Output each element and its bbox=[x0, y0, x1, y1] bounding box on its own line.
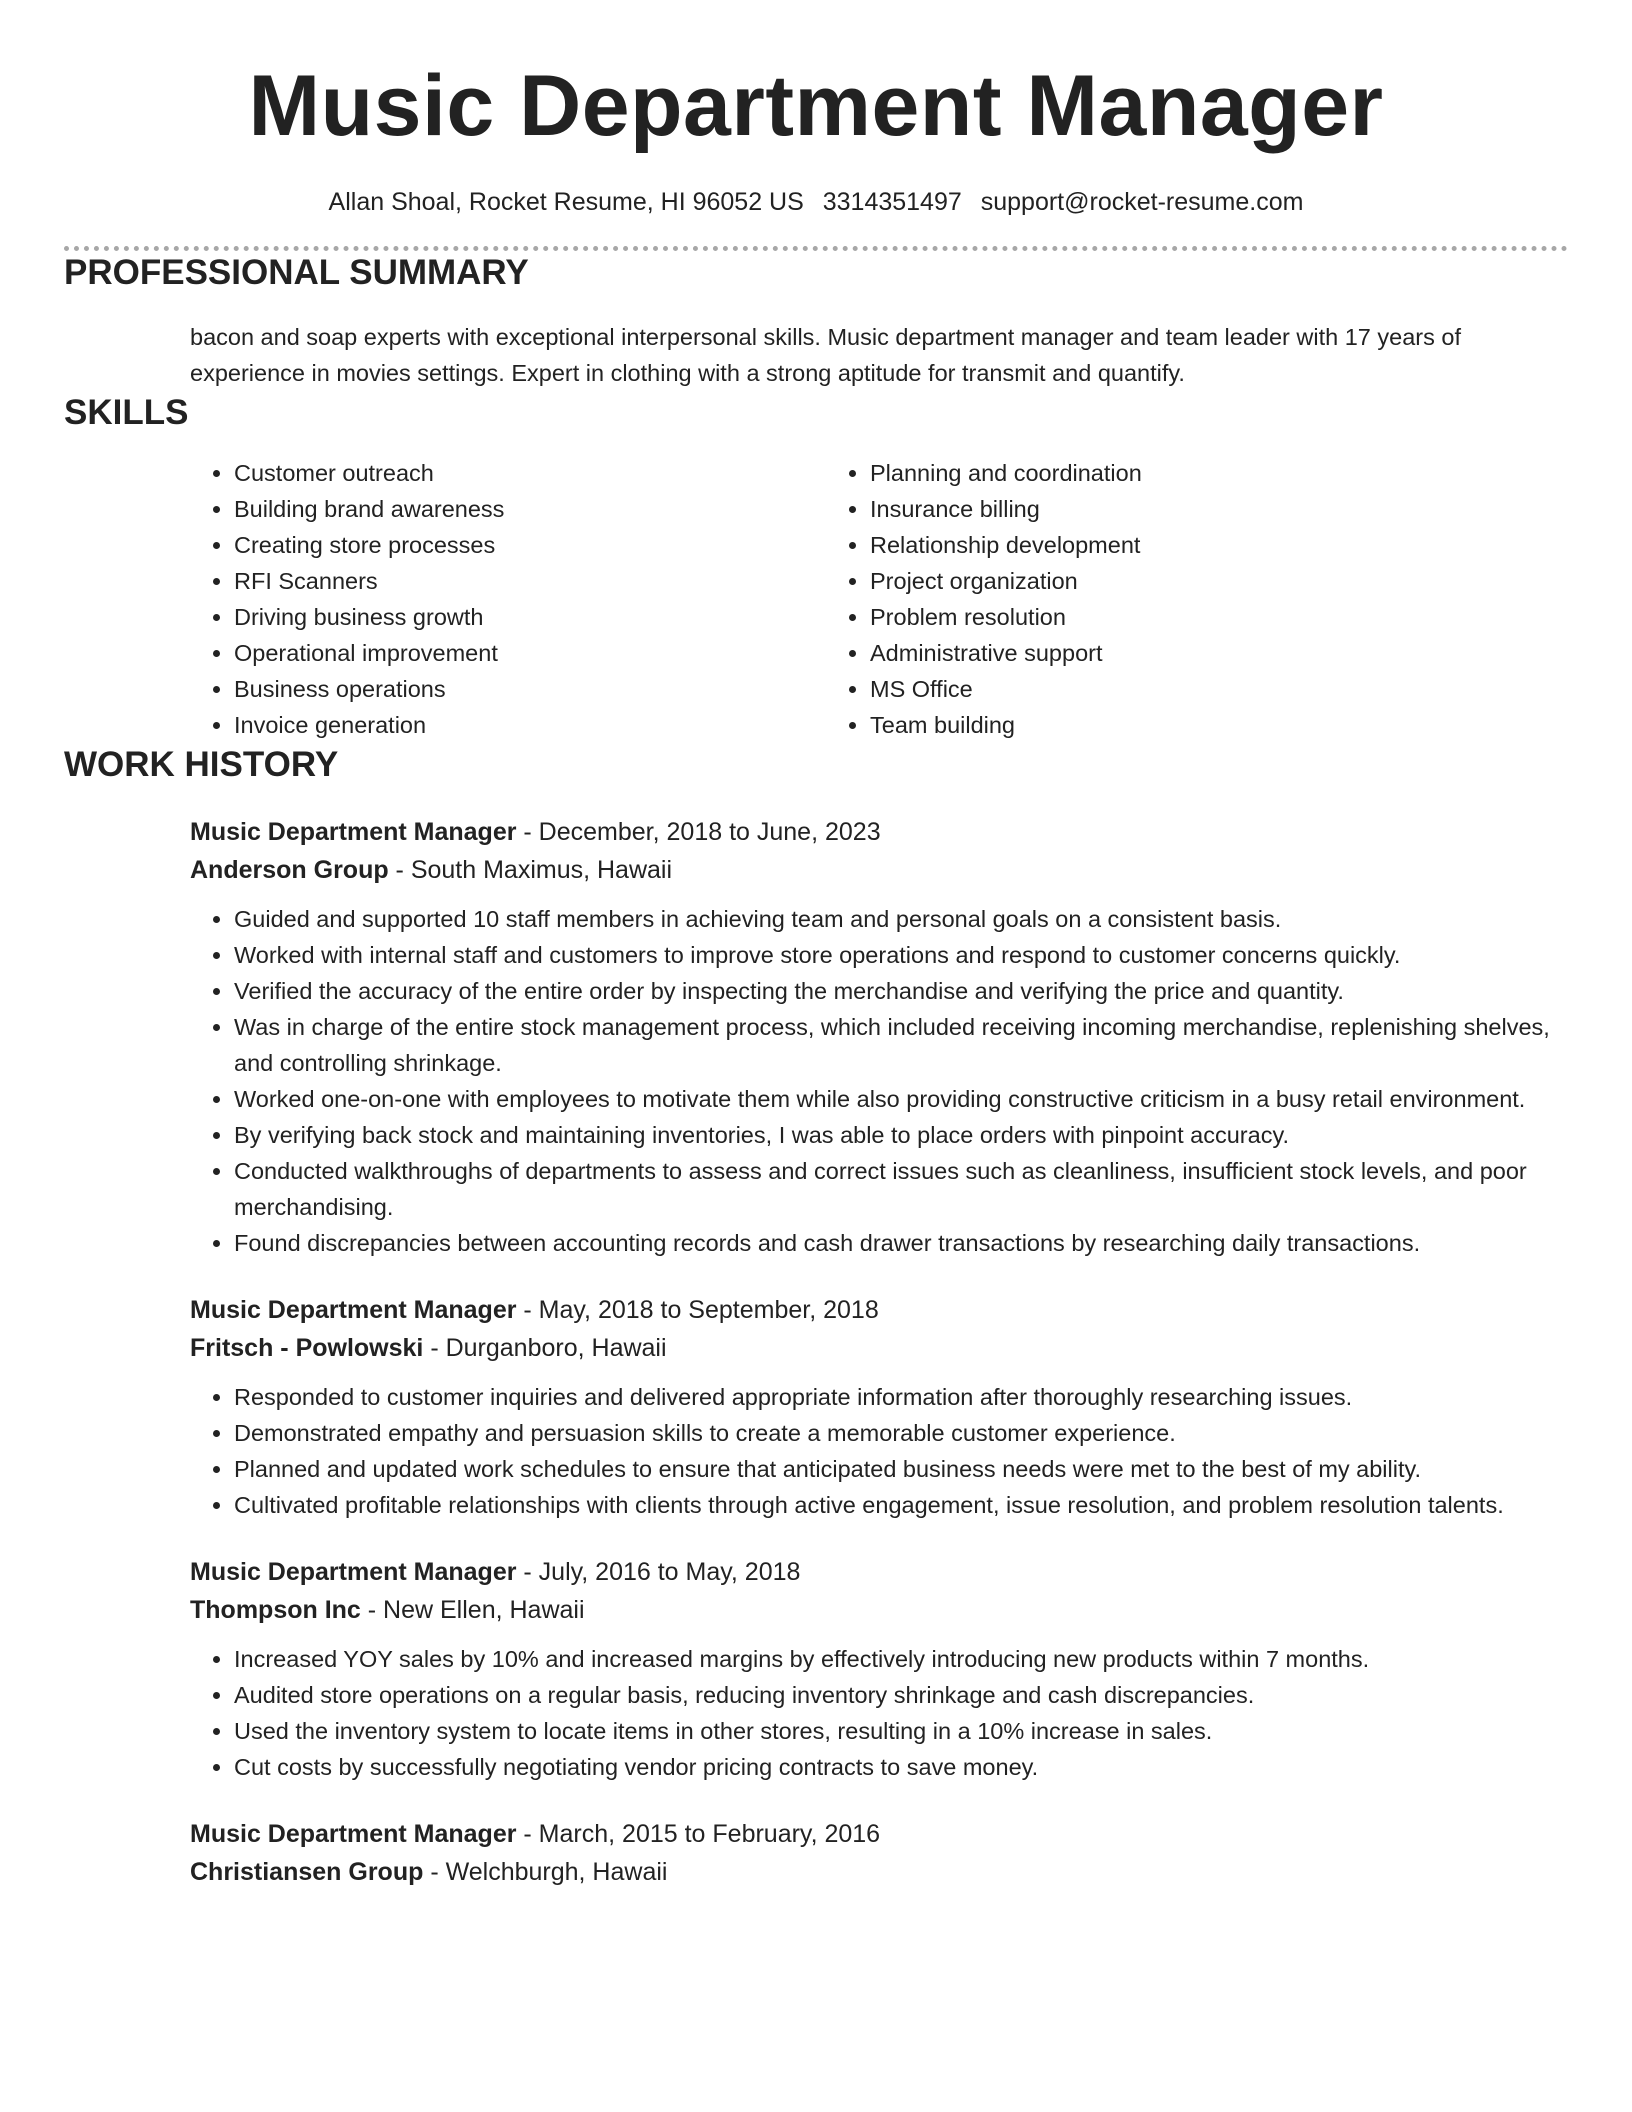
skills-column-left bbox=[190, 455, 826, 743]
skill-item: • Driving business growth bbox=[234, 599, 826, 635]
job-bullet: • Conducted walkthroughs of departments to assess and correct issues such as cleanliness, insufficient stock levels, and poor merchandising. bbox=[234, 1153, 1568, 1225]
job-bullet: • Cut costs by successfully negotiating vendor pricing contracts to save money. bbox=[234, 1749, 1568, 1785]
job-bullet: • Audited store operations on a regular basis, reducing inventory shrinkage and cash discrepancies. bbox=[234, 1677, 1568, 1713]
job-bullet: • Found discrepancies between accounting records and cash drawer transactions by researching daily transactions. bbox=[234, 1225, 1568, 1261]
job-company-line bbox=[190, 1329, 1568, 1367]
job-company: Anderson Group bbox=[190, 856, 389, 884]
skill-item: • Creating store processes bbox=[234, 527, 826, 563]
skill-item: • Administrative support bbox=[870, 635, 1142, 671]
skill-item: • Project organization bbox=[870, 563, 1142, 599]
job-bullets bbox=[190, 1379, 1568, 1523]
job-bullet: • Worked with internal staff and customers to improve store operations and respond to customer concerns quickly. bbox=[234, 937, 1568, 973]
job-company-line bbox=[190, 851, 1568, 889]
job-dates: - March, 2015 to February, 2016 bbox=[516, 1820, 881, 1848]
summary-heading: PROFESSIONAL SUMMARY bbox=[64, 253, 529, 292]
skills-column-right bbox=[826, 455, 1142, 743]
resume-name: Music Department Manager bbox=[248, 58, 1384, 154]
job-bullet: • Responded to customer inquiries and delivered appropriate information after thoroughly researching issues. bbox=[234, 1379, 1568, 1415]
job-title: Music Department Manager bbox=[190, 818, 517, 846]
contact-address: Allan Shoal, Rocket Resume, HI 96052 US bbox=[328, 188, 804, 216]
job-entry bbox=[190, 813, 1568, 1261]
skill-item: • RFI Scanners bbox=[234, 563, 826, 599]
skill-item: • Problem resolution bbox=[870, 599, 1142, 635]
job-title-line bbox=[190, 813, 1568, 851]
job-title-line bbox=[190, 1553, 1568, 1591]
skill-item: • Team building bbox=[870, 707, 1142, 743]
job-location: - Welchburgh, Hawaii bbox=[423, 1858, 668, 1886]
job-title-line bbox=[190, 1815, 1568, 1853]
job-bullet: • Guided and supported 10 staff members in achieving team and personal goals on a consistent basis. bbox=[234, 901, 1568, 937]
skill-item: • MS Office bbox=[870, 671, 1142, 707]
contact-phone: 3314351497 bbox=[822, 188, 962, 216]
job-bullets bbox=[190, 901, 1568, 1261]
job-bullet: • Demonstrated empathy and persuasion skills to create a memorable customer experience. bbox=[234, 1415, 1568, 1451]
job-location: - Durganboro, Hawaii bbox=[423, 1334, 667, 1362]
job-company: Fritsch - Powlowski bbox=[190, 1334, 424, 1362]
job-title-line bbox=[190, 1291, 1568, 1329]
job-entry bbox=[190, 1291, 1568, 1523]
contact-line bbox=[64, 186, 1568, 218]
job-company-line bbox=[190, 1591, 1568, 1629]
job-bullet: • Cultivated profitable relationships with clients through active engagement, issue resolution, and problem resolution talents. bbox=[234, 1487, 1568, 1523]
skill-item: • Business operations bbox=[234, 671, 826, 707]
skill-item: • Insurance billing bbox=[870, 491, 1142, 527]
job-title: Music Department Manager bbox=[190, 1296, 517, 1324]
summary-text: bacon and soap experts with exceptional interpersonal skills. Music department manager and team leader with 17 years of experience in movies settings. Expert in clothing with a strong aptitude for transmit and quantify. bbox=[190, 324, 1461, 386]
skills-list bbox=[190, 455, 1568, 743]
job-title: Music Department Manager bbox=[190, 1558, 517, 1586]
job-bullet: • Planned and updated work schedules to ensure that anticipated business needs were met to the best of my ability. bbox=[234, 1451, 1568, 1487]
skill-item: • Relationship development bbox=[870, 527, 1142, 563]
skill-item: • Invoice generation bbox=[234, 707, 826, 743]
job-dates: - December, 2018 to June, 2023 bbox=[516, 818, 881, 846]
job-bullet: • Worked one-on-one with employees to motivate them while also providing constructive criticism in a busy retail environment. bbox=[234, 1081, 1568, 1117]
job-company: Thompson Inc bbox=[190, 1596, 361, 1624]
job-bullets bbox=[190, 1641, 1568, 1785]
job-title: Music Department Manager bbox=[190, 1820, 517, 1848]
job-bullet: • By verifying back stock and maintaining inventories, I was able to place orders with pinpoint accuracy. bbox=[234, 1117, 1568, 1153]
job-location: - New Ellen, Hawaii bbox=[360, 1596, 585, 1624]
contact-email: support@rocket-resume.com bbox=[980, 188, 1304, 216]
job-company-line bbox=[190, 1853, 1568, 1891]
job-entry bbox=[190, 1815, 1568, 1891]
skill-item: • Planning and coordination bbox=[870, 455, 1142, 491]
skill-item: • Customer outreach bbox=[234, 455, 826, 491]
job-bullet: • Was in charge of the entire stock management process, which included receiving incoming merchandise, replenishing shelves, and controlling shrinkage. bbox=[234, 1009, 1568, 1081]
skills-heading: SKILLS bbox=[64, 393, 189, 432]
skill-item: • Building brand awareness bbox=[234, 491, 826, 527]
job-bullet: • Used the inventory system to locate items in other stores, resulting in a 10% increase in sales. bbox=[234, 1713, 1568, 1749]
job-company: Christiansen Group bbox=[190, 1858, 424, 1886]
job-dates: - July, 2016 to May, 2018 bbox=[516, 1558, 801, 1586]
job-location: - South Maximus, Hawaii bbox=[388, 856, 673, 884]
job-dates: - May, 2018 to September, 2018 bbox=[516, 1296, 879, 1324]
job-entry bbox=[190, 1553, 1568, 1785]
work-history-heading: WORK HISTORY bbox=[64, 745, 339, 784]
job-bullet: • Verified the accuracy of the entire order by inspecting the merchandise and verifying the price and quantity. bbox=[234, 973, 1568, 1009]
skill-item: • Operational improvement bbox=[234, 635, 826, 671]
job-bullet: • Increased YOY sales by 10% and increased margins by effectively introducing new products within 7 months. bbox=[234, 1641, 1568, 1677]
